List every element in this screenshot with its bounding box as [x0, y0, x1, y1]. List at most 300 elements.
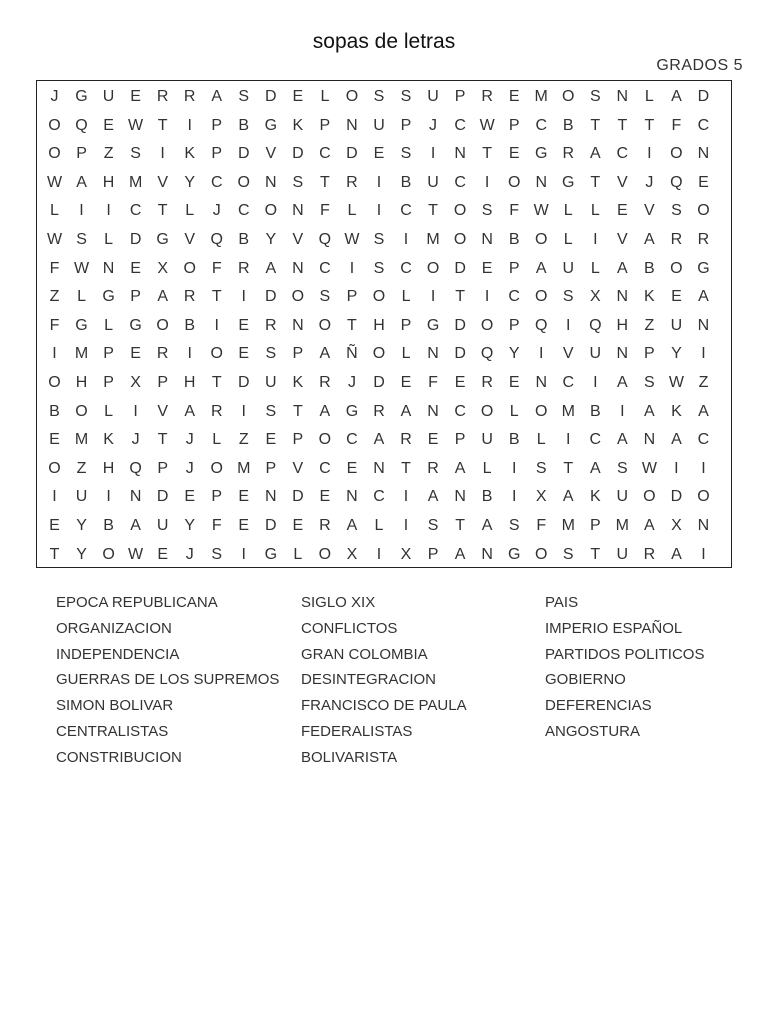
grid-letter: U: [373, 116, 385, 134]
grid-letter: Q: [129, 459, 142, 477]
grid-letter: A: [319, 345, 331, 363]
grid-letter: A: [698, 402, 709, 420]
grid-letter: D: [129, 231, 142, 248]
grid-row: [37, 83, 731, 112]
grid-letter: D: [237, 374, 250, 391]
grid-letter: L: [374, 517, 384, 534]
grid-letter: X: [346, 545, 358, 563]
grid-letter: I: [52, 488, 57, 506]
grid-letter: E: [184, 488, 196, 506]
grid-letter: A: [671, 545, 682, 563]
grid-letter: E: [238, 345, 250, 363]
grid-letter: F: [536, 517, 547, 534]
grid-letter: I: [566, 316, 571, 334]
grid-letter: C: [400, 202, 412, 220]
grid-letter: I: [566, 431, 571, 449]
grid-letter: S: [616, 459, 628, 477]
grid-letter: T: [157, 431, 168, 449]
word-list-item: INDEPENDENCIA: [56, 645, 180, 663]
grid-letter: L: [536, 431, 546, 449]
grid-letter: Y: [671, 345, 682, 363]
grid-letter: A: [589, 459, 601, 477]
grid-letter: I: [214, 316, 219, 334]
grid-letter: S: [292, 173, 304, 191]
grid-letter: T: [211, 288, 222, 306]
grid-letter: P: [644, 345, 655, 363]
grid-letter: R: [319, 517, 331, 534]
grid-letter: U: [562, 259, 575, 277]
word-list-item: EPOCA REPUBLICANA: [56, 594, 218, 611]
grid-letter: E: [49, 431, 60, 449]
grid-letter: O: [210, 345, 223, 363]
grid-letter: K: [671, 402, 682, 420]
grid-letter: T: [157, 116, 168, 134]
grid-letter: O: [210, 459, 223, 477]
grid-letter: E: [508, 374, 520, 391]
grid-letter: L: [644, 88, 654, 105]
grid-letter: A: [454, 545, 466, 563]
grid-letter: E: [508, 88, 520, 105]
grid-letter: T: [292, 402, 303, 420]
grid-letter: I: [106, 488, 111, 506]
grid-letter: I: [430, 288, 436, 306]
word-list-column-1: [56, 590, 279, 771]
grid-letter: N: [616, 288, 629, 306]
grid-letter: R: [373, 402, 385, 420]
grid-letter: S: [373, 231, 385, 248]
grid-letter: H: [616, 316, 629, 334]
grid-letter: K: [292, 374, 304, 391]
grid-letter: S: [265, 345, 277, 363]
grid-letter: T: [482, 145, 493, 163]
grid-letter: S: [130, 145, 141, 163]
grid-letter: I: [593, 374, 598, 391]
grid-letter: F: [211, 517, 222, 534]
grid-letter: C: [400, 259, 412, 277]
grid-letter: O: [697, 488, 710, 506]
grid-letter: T: [590, 545, 601, 563]
grid-letter: D: [292, 145, 304, 163]
grid-letter: E: [238, 488, 250, 506]
grid-letter: K: [589, 488, 601, 506]
grid-letter: A: [616, 259, 628, 277]
grid-letter: L: [590, 259, 600, 277]
grid-letter: E: [481, 259, 493, 277]
grid-letter: A: [454, 459, 466, 477]
grid-letter: I: [52, 345, 57, 363]
grid-letter: O: [480, 316, 494, 334]
grid-letter: J: [185, 459, 194, 477]
grid-letter: E: [292, 517, 304, 534]
grid-letter: R: [183, 88, 196, 105]
word-list-item: CONFLICTOS: [301, 619, 398, 637]
grid-letter: P: [400, 316, 412, 334]
grid-letter: Z: [644, 316, 655, 334]
word-list-item: SIGLO XIX: [301, 594, 376, 611]
grid-letter: D: [454, 259, 466, 277]
grid-letter: Q: [210, 231, 223, 248]
grid-letter: G: [75, 88, 88, 105]
grid-letter: N: [697, 316, 710, 334]
grid-letter: J: [131, 431, 140, 449]
grid-letter: M: [426, 231, 440, 248]
grid-letter: S: [671, 202, 682, 220]
grid-letter: C: [454, 173, 466, 191]
grid-letter: U: [616, 488, 629, 506]
grid-letter: S: [427, 517, 439, 534]
grid-letter: A: [400, 402, 412, 420]
grid-row: [37, 169, 731, 198]
grid-letter: T: [401, 459, 411, 477]
grid-letter: P: [292, 345, 304, 363]
grid-letter: U: [616, 545, 629, 563]
grid-letter: M: [237, 459, 251, 477]
grid-letter: Q: [534, 316, 548, 334]
grid-letter: M: [534, 88, 548, 105]
grid-letter: S: [265, 402, 277, 420]
grid-letter: U: [75, 488, 88, 506]
grid-letter: R: [183, 288, 196, 306]
grid-letter: A: [589, 145, 601, 163]
grid-letter: T: [644, 116, 655, 134]
grid-letter: X: [400, 545, 412, 563]
word-list-item: ANGOSTURA: [545, 722, 641, 740]
grid-letter: L: [590, 202, 600, 220]
grid-letter: W: [344, 231, 360, 248]
grid-row: [37, 369, 731, 398]
grid-letter: B: [49, 402, 60, 420]
grid-letter: O: [480, 402, 494, 420]
grid-letter: D: [670, 488, 683, 506]
grid-letter: T: [455, 288, 465, 306]
grid-letter: N: [292, 202, 304, 220]
grid-letter: O: [372, 288, 386, 306]
grid-letter: P: [157, 374, 168, 391]
grid-letter: I: [701, 345, 706, 363]
grid-letter: L: [401, 288, 411, 306]
grid-letter: O: [697, 202, 710, 220]
grid-letter: A: [373, 431, 385, 449]
grid-letter: T: [320, 173, 330, 191]
grid-letter: N: [292, 259, 304, 277]
grid-letter: W: [46, 231, 63, 248]
grid-letter: R: [670, 231, 683, 248]
grid-letter: A: [427, 488, 439, 506]
grid-letter: L: [104, 316, 114, 334]
grid-letter: G: [264, 545, 278, 563]
grid-letter: A: [671, 88, 682, 105]
grid-letter: P: [130, 288, 141, 306]
grid-letter: W: [668, 374, 684, 391]
grid-letter: N: [643, 431, 656, 449]
grid-letter: L: [104, 402, 114, 420]
word-search-grid: [36, 80, 732, 568]
grid-letter: Y: [184, 173, 196, 191]
grid-letter: G: [534, 145, 548, 163]
grid-letter: E: [319, 488, 331, 506]
grid-letter: C: [319, 145, 331, 163]
grid-letter: C: [454, 402, 466, 420]
grid-letter: V: [157, 173, 168, 191]
grid-letter: D: [265, 288, 277, 306]
word-list-item: GUERRAS DE LOS SUPREMOS: [56, 671, 280, 689]
grid-letter: S: [400, 88, 412, 105]
grid-letter: B: [589, 402, 601, 420]
grid-letter: H: [102, 173, 115, 191]
grid-letter: C: [373, 488, 385, 506]
grid-letter: S: [644, 374, 655, 391]
grid-letter: H: [102, 459, 115, 477]
grid-letter: C: [129, 202, 142, 220]
grid-letter: J: [185, 545, 194, 563]
grid-letter: C: [346, 431, 358, 449]
grid-letter: N: [454, 145, 466, 163]
grid-letter: L: [509, 402, 519, 420]
grid-letter: Y: [76, 517, 87, 534]
grid-letter: G: [507, 545, 521, 563]
grid-letter: N: [697, 145, 710, 163]
grid-letter: B: [508, 231, 520, 248]
grid-letter: I: [403, 517, 409, 534]
grid-letter: R: [400, 431, 412, 449]
grid-letter: A: [481, 517, 493, 534]
grid-letter: B: [238, 231, 250, 248]
grid-letter: T: [617, 116, 628, 134]
grid-letter: E: [373, 145, 385, 163]
grid-letter: L: [401, 345, 411, 363]
grid-letter: P: [508, 316, 520, 334]
grid-letter: A: [535, 259, 547, 277]
grid-letter: A: [562, 488, 574, 506]
grid-row: [37, 398, 731, 427]
grid-letter: Q: [480, 345, 494, 363]
grid-letter: T: [590, 173, 601, 191]
grid-letter: S: [535, 459, 547, 477]
grid-letter: E: [698, 173, 709, 191]
grid-row: [37, 483, 731, 512]
grid-letter: G: [129, 316, 142, 334]
grid-letter: L: [185, 202, 195, 220]
grid-letter: I: [403, 231, 409, 248]
word-list-item: IMPERIO ESPAÑOL: [545, 619, 683, 637]
grid-letter: A: [211, 88, 223, 105]
grid-letter: G: [345, 402, 359, 420]
grid-letter: D: [373, 374, 385, 391]
grid-letter: N: [481, 545, 493, 563]
grid-letter: E: [671, 288, 682, 306]
word-list-item: FEDERALISTAS: [301, 722, 413, 740]
page-title: sopas de letras: [312, 30, 456, 53]
grid-letter: O: [426, 259, 440, 277]
grid-letter: F: [509, 202, 520, 220]
grid-letter: O: [318, 545, 332, 563]
grid-letter: Z: [76, 459, 87, 477]
grid-letter: B: [644, 259, 655, 277]
grid-letter: F: [320, 202, 330, 220]
grid-letter: G: [426, 316, 440, 334]
grid-letter: S: [373, 259, 385, 277]
grid-letter: R: [210, 402, 223, 420]
grid-letter: O: [372, 345, 386, 363]
word-list-item: GRAN COLOMBIA: [301, 645, 428, 663]
grid-letter: C: [319, 459, 331, 477]
grid-letter: N: [454, 488, 466, 506]
grid-letter: B: [103, 517, 114, 534]
grid-letter: E: [616, 202, 628, 220]
grid-letter: P: [157, 459, 168, 477]
grid-letter: A: [130, 517, 141, 534]
grid-letter: P: [103, 345, 114, 363]
grid-letter: I: [187, 116, 192, 134]
grid-letter: S: [76, 231, 87, 248]
word-list-item: FRANCISCO DE PAULA: [301, 697, 467, 715]
grid-letter: L: [320, 88, 330, 105]
grid-letter: R: [697, 231, 710, 248]
grid-letter: R: [481, 374, 493, 391]
grid-letter: G: [102, 288, 115, 306]
grid-letter: J: [50, 88, 59, 105]
grid-letter: E: [130, 88, 141, 105]
grid-letter: C: [535, 116, 547, 134]
grid-letter: C: [237, 202, 250, 220]
grid-letter: T: [49, 545, 60, 563]
grid-letter: R: [643, 545, 656, 563]
grid-letter: I: [484, 173, 490, 191]
grid-letter: Y: [184, 517, 196, 534]
grid-letter: S: [481, 202, 493, 220]
grid-letter: B: [508, 431, 520, 449]
grid-letter: U: [481, 431, 493, 449]
grid-letter: R: [562, 145, 575, 163]
grid-letter: N: [129, 488, 142, 506]
grid-letter: M: [561, 402, 575, 420]
grid-letter: E: [292, 88, 304, 105]
grid-letter: K: [184, 145, 196, 163]
grid-letter: E: [508, 145, 520, 163]
grid-row: [37, 541, 731, 570]
word-list-item: PAIS: [545, 594, 579, 611]
grid-letter: X: [671, 517, 682, 534]
grid-letter: N: [535, 173, 547, 191]
grid-letter: A: [644, 517, 655, 534]
grid-letter: U: [156, 517, 169, 534]
grid-letter: A: [671, 431, 682, 449]
grid-letter: F: [49, 316, 60, 334]
grid-letter: T: [428, 202, 438, 220]
grid-letter: A: [157, 288, 168, 306]
grid-letter: W: [73, 259, 90, 277]
grid-letter: O: [318, 316, 332, 334]
grid-letter: F: [211, 259, 222, 277]
grid-letter: E: [427, 431, 439, 449]
grid-letter: P: [427, 545, 439, 563]
grid-letter: L: [482, 459, 492, 477]
grid-letter: G: [697, 259, 710, 277]
grid-letter: I: [376, 173, 382, 191]
grade-label: GRADOS 5: [656, 57, 743, 74]
grid-letter: T: [211, 374, 222, 391]
grid-letter: S: [562, 288, 574, 306]
grid-letter: V: [292, 231, 304, 248]
grid-letter: R: [237, 259, 250, 277]
grid-letter: Q: [318, 231, 332, 248]
grid-letter: O: [453, 231, 467, 248]
grid-letter: X: [535, 488, 547, 506]
grid-letter: P: [508, 116, 520, 134]
grid-letter: O: [453, 202, 467, 220]
grid-letter: I: [593, 231, 598, 248]
grid-letter: V: [157, 402, 168, 420]
grid-letter: S: [373, 88, 385, 105]
grid-letter: I: [376, 202, 382, 220]
grid-letter: P: [211, 116, 223, 134]
grid-row: [37, 426, 731, 455]
grid-letter: T: [157, 202, 168, 220]
grid-letter: L: [563, 231, 573, 248]
grid-letter: E: [103, 116, 114, 134]
grid-letter: O: [183, 259, 196, 277]
grid-letter: O: [48, 459, 61, 477]
grid-letter: C: [454, 116, 466, 134]
grid-letter: I: [241, 402, 246, 420]
grid-letter: O: [237, 173, 250, 191]
grid-letter: C: [616, 145, 629, 163]
grid-letter: D: [156, 488, 169, 506]
grid-letter: T: [563, 459, 574, 477]
grid-letter: O: [534, 231, 548, 248]
grid-letter: O: [291, 288, 305, 306]
grid-letter: U: [265, 374, 277, 391]
grid-letter: X: [157, 259, 168, 277]
grid-letter: P: [76, 145, 87, 163]
grid-letter: U: [589, 345, 602, 363]
grid-letter: I: [241, 288, 246, 306]
grid-letter: O: [48, 116, 61, 134]
grid-letter: L: [347, 202, 357, 220]
grid-letter: B: [562, 116, 574, 134]
grid-letter: V: [292, 459, 304, 477]
grid-letter: R: [265, 316, 277, 334]
grid-letter: W: [128, 545, 144, 563]
grid-letter: O: [534, 545, 548, 563]
grid-letter: M: [74, 345, 89, 363]
grid-letter: J: [645, 173, 654, 191]
grid-letter: B: [481, 488, 493, 506]
grid-row: [37, 226, 731, 255]
grid-letter: N: [373, 459, 385, 477]
grid-letter: V: [616, 231, 628, 248]
grid-letter: P: [400, 116, 412, 134]
grid-letter: R: [481, 88, 493, 105]
grid-letter: I: [79, 202, 84, 220]
grid-letter: N: [265, 488, 277, 506]
grid-letter: A: [644, 231, 655, 248]
grid-letter: O: [318, 431, 332, 449]
grid-letter: O: [75, 402, 88, 420]
grid-letter: P: [319, 116, 331, 134]
grid-letter: P: [346, 288, 358, 306]
grid-letter: Q: [670, 173, 683, 191]
grid-row: [37, 140, 731, 169]
grid-row: [37, 283, 731, 312]
grid-letter: T: [347, 316, 357, 334]
grid-letter: P: [454, 88, 466, 105]
grid-letter: J: [429, 116, 438, 134]
grid-letter: O: [670, 259, 683, 277]
grid-letter: E: [346, 459, 358, 477]
grid-letter: F: [428, 374, 438, 391]
grid-letter: Z: [49, 288, 60, 306]
